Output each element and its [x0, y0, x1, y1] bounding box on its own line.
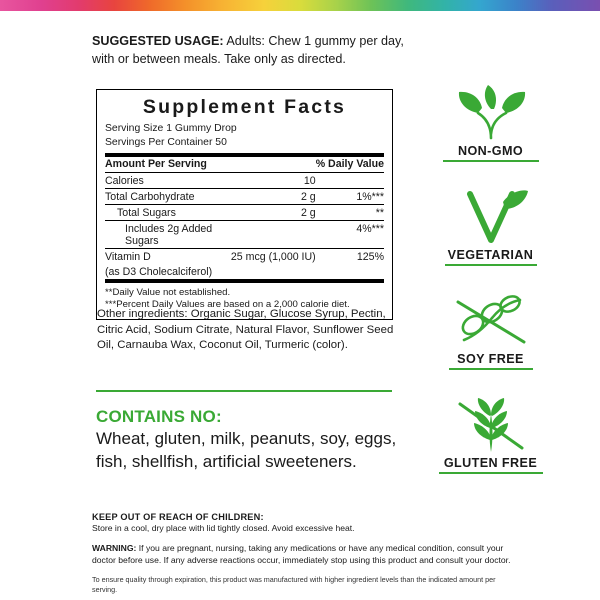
row-dv — [316, 173, 384, 189]
contains-no-text: Wheat, gluten, milk, peanuts, soy, eggs, fish, shellfish, artificial sweeteners. — [96, 429, 397, 471]
row-dv: 1%*** — [316, 189, 384, 205]
table-row — [105, 189, 384, 205]
row-name: Vitamin D — [105, 250, 151, 263]
supplement-facts-panel — [96, 89, 393, 320]
suggested-usage-label: SUGGESTED USAGE: — [92, 34, 224, 48]
row-name: Calories — [105, 173, 231, 189]
soy-free-icon-svg — [448, 292, 534, 350]
table-header-row — [105, 157, 384, 173]
vegetarian-leaf-icon — [418, 184, 563, 246]
serving-info — [105, 122, 384, 149]
suggested-usage-text: Adults: Chew 1 gummy per day, with or between meals. Take only as directed. — [92, 34, 404, 66]
row-amount: 25 mcg (1,000 IU) — [230, 250, 316, 263]
badge-underline — [449, 368, 533, 370]
badge-caption: SOY FREE — [457, 352, 524, 366]
badge-vegetarian — [418, 184, 563, 284]
overage-note: To ensure quality through expiration, this product was manufactured with higher ingredient levels than the indicated amount per serving. — [92, 574, 496, 594]
gluten-free-wheat-icon — [418, 392, 563, 454]
badge-gluten-free — [418, 392, 563, 492]
warning-block — [92, 543, 512, 567]
warning-label: WARNING: — [92, 542, 137, 553]
supplement-facts-title: Supplement Facts — [142, 96, 347, 118]
keep-out-of-reach-title: KEEP OUT OF REACH OF CHILDREN: — [92, 512, 264, 522]
badge-non-gmo — [418, 80, 563, 180]
non-gmo-icon-svg — [448, 84, 534, 142]
supplement-facts-table — [105, 157, 384, 284]
storage-instructions: Store in a cool, dry place with lid tightly closed. Avoid excessive heat. — [92, 523, 355, 533]
row-dv: 125% — [356, 250, 384, 263]
badge-caption: GLUTEN FREE — [443, 456, 538, 470]
footer-block — [92, 512, 512, 595]
table-row — [105, 264, 384, 281]
other-ingredients-block — [97, 307, 397, 354]
row-amount: 10 — [231, 173, 316, 189]
row-name: (as D3 Cholecalciferol) — [105, 264, 231, 281]
certification-badges — [418, 80, 563, 496]
badge-underline — [439, 472, 543, 474]
row-amount — [231, 221, 316, 249]
table-row — [105, 173, 384, 189]
row-dv: 4%*** — [316, 221, 384, 249]
gluten-free-icon-svg — [448, 396, 534, 454]
row-name: Total Carbohydrate — [105, 189, 231, 205]
header-amount-per-serving: Amount Per Serving — [105, 157, 316, 173]
contains-no-title: CONTAINS NO: — [96, 407, 222, 426]
row-amount: 2 g — [231, 205, 316, 221]
rainbow-top-bar — [0, 0, 600, 11]
table-row — [105, 205, 384, 221]
serving-size: Serving Size 1 Gummy Drop — [105, 123, 237, 135]
footnote-daily-value: **Daily Value not established. — [105, 287, 231, 299]
green-divider — [96, 390, 392, 392]
servings-per-container: Servings Per Container 50 — [105, 137, 227, 149]
vegetarian-icon-svg — [448, 188, 534, 246]
other-ingredients-text: Organic Sugar, Glucose Syrup, Pectin, Citric Acid, Sodium Citrate, Natural Flavor, Sunflower Seed Oil, Carnauba Wax, Coconut Oil, Turmeric (color). — [97, 308, 394, 352]
badge-soy-free — [418, 288, 563, 388]
suggested-usage-block — [92, 33, 422, 69]
row-dv: ** — [316, 205, 384, 221]
row-amount: 2 g — [231, 189, 316, 205]
table-row — [105, 221, 384, 249]
badge-caption: NON-GMO — [457, 144, 524, 158]
table-row — [105, 249, 384, 265]
row-dv — [316, 264, 384, 281]
non-gmo-leaves-icon — [418, 80, 563, 142]
warning-text: If you are pregnant, nursing, taking any medications or have any medical condition, consult your doctor before use. If any adverse reactions occur, immediately stop using this product and consult your doctor. — [92, 542, 511, 565]
row-amount — [231, 264, 316, 281]
row-name: Total Sugars — [105, 205, 231, 221]
row-name: Includes 2g Added Sugars — [105, 221, 231, 249]
soy-free-icon — [418, 288, 563, 350]
footnote-percent-dv: ***Percent Daily Values are based on a 2,000 calorie diet. — [105, 299, 350, 311]
badge-caption: VEGETARIAN — [447, 248, 534, 262]
other-ingredients-label: Other ingredients: — [97, 308, 188, 320]
badge-underline — [443, 160, 539, 162]
badge-underline — [445, 264, 537, 266]
header-daily-value: % Daily Value — [316, 157, 384, 173]
